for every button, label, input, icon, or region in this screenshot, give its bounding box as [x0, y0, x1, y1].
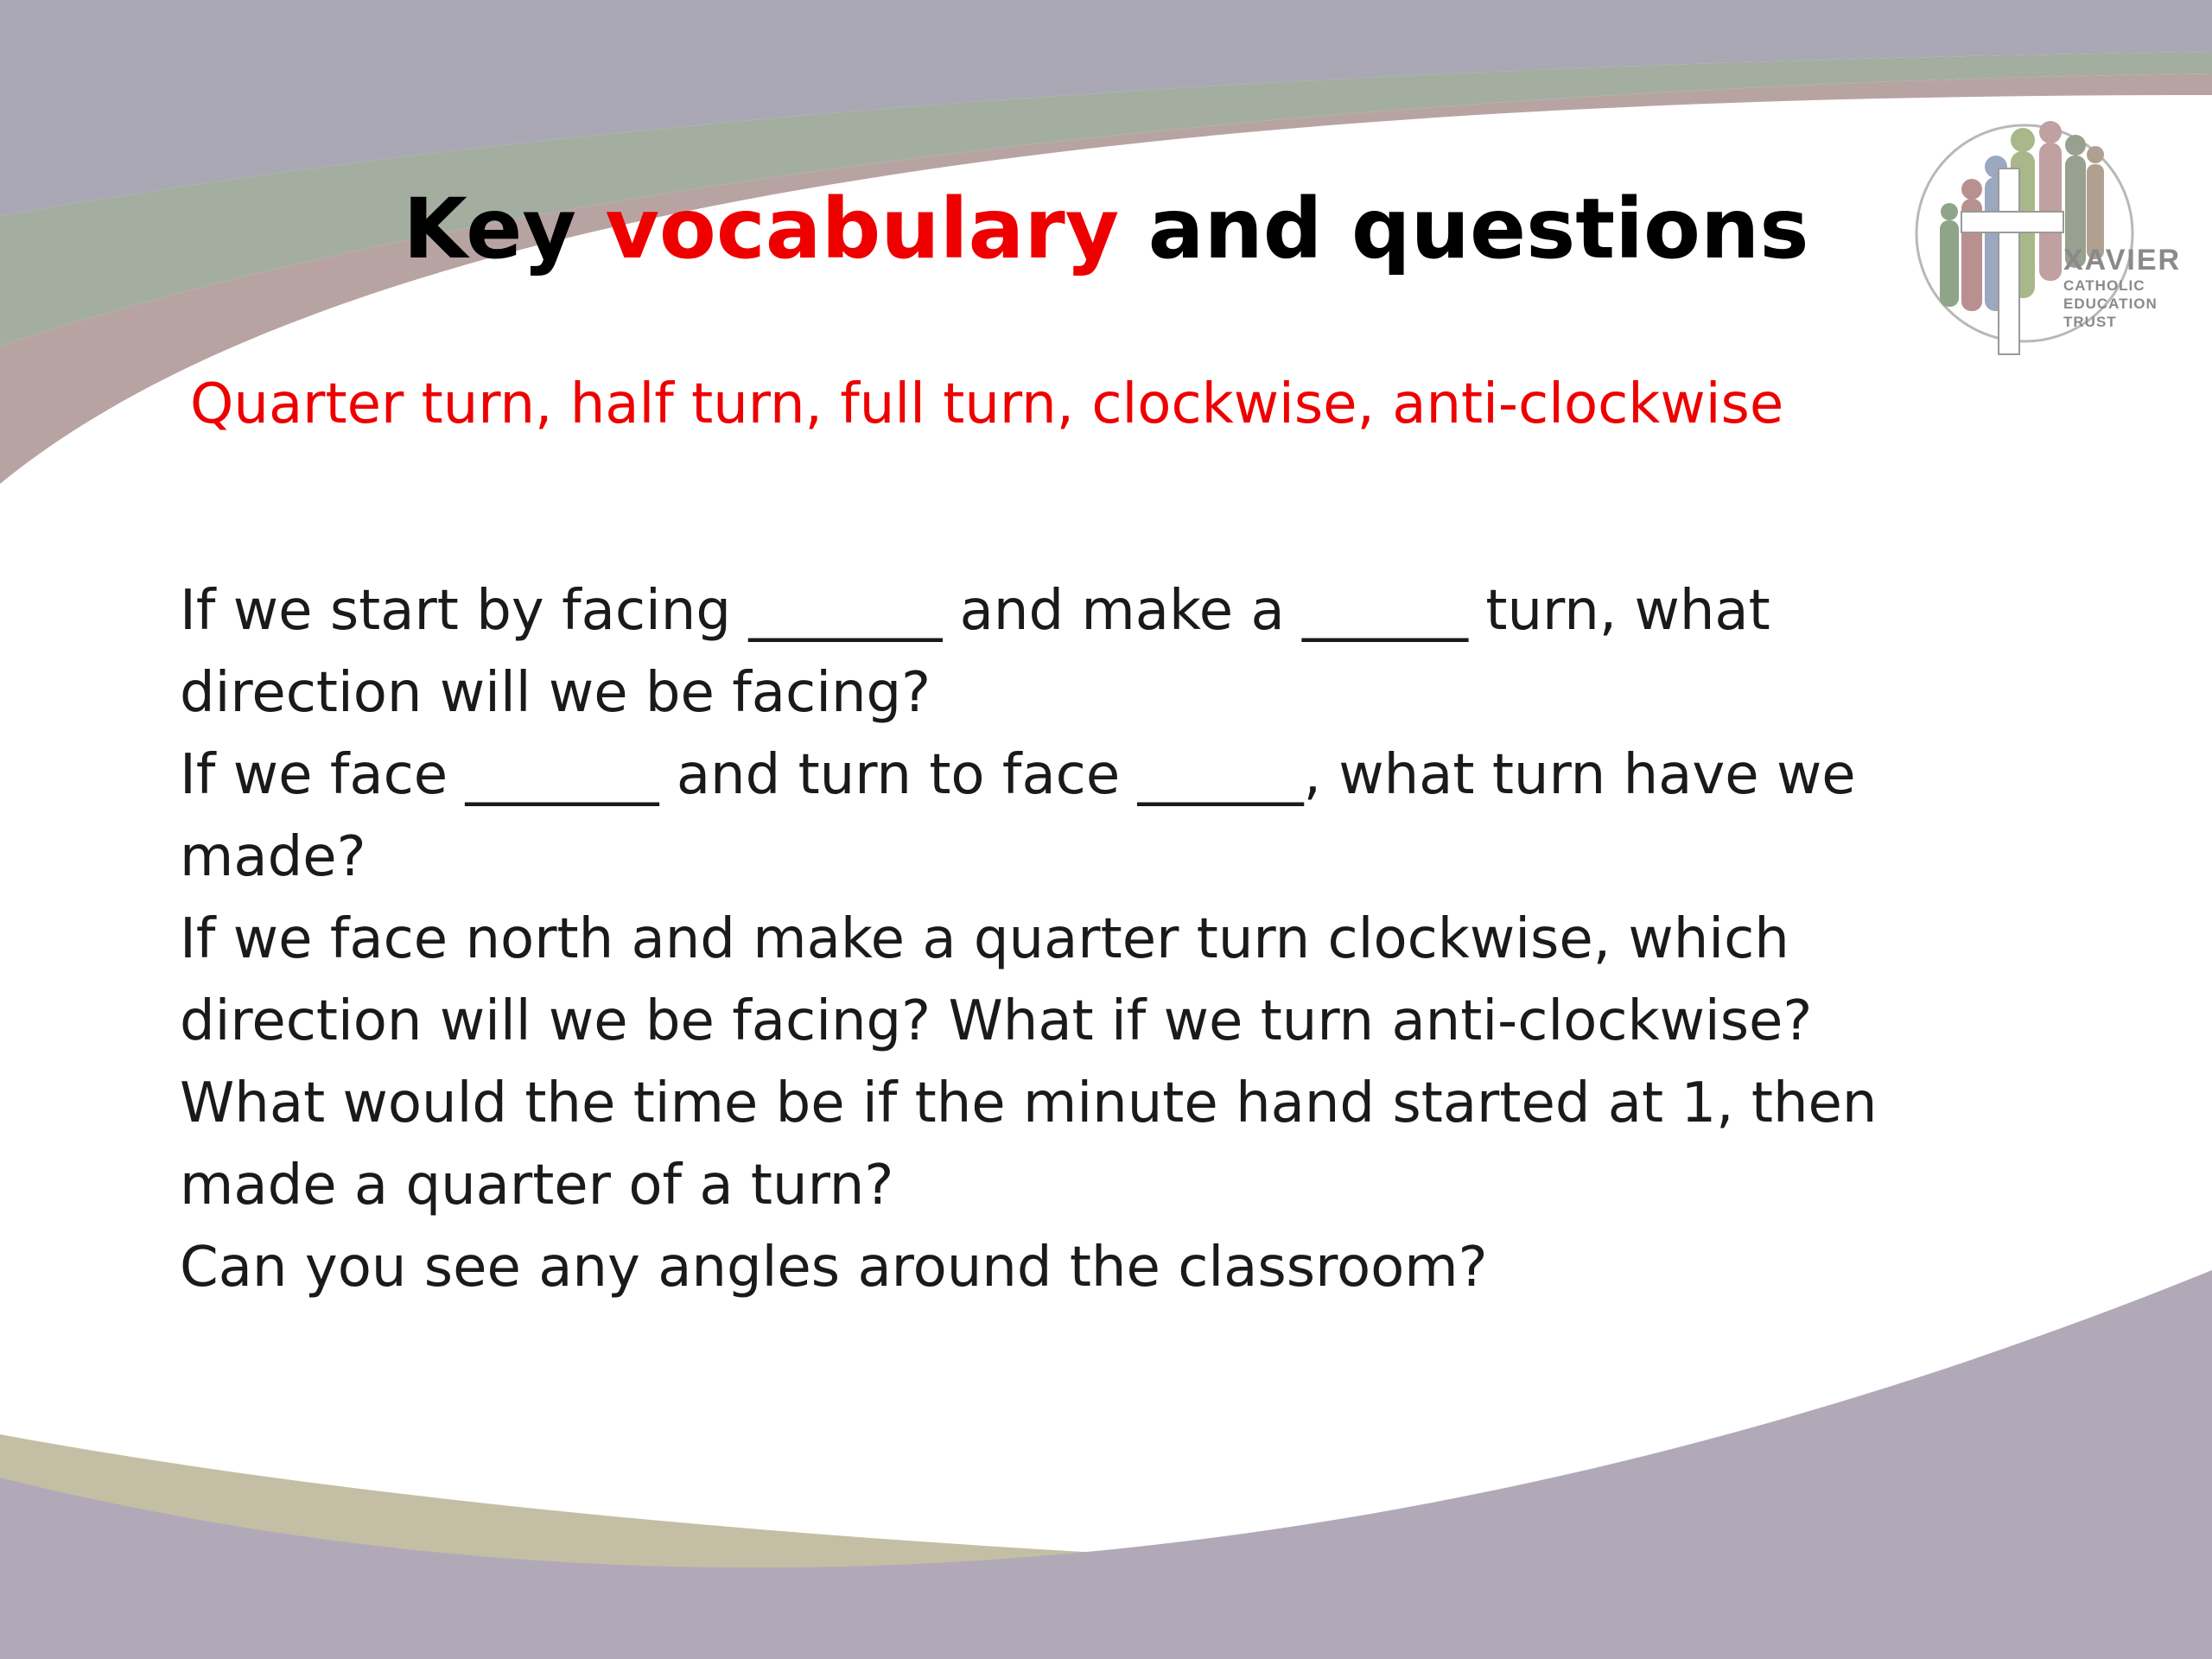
question-3: If we face north and make a quarter turn clockwise, which direction will we be facing? What if we turn anti-clockwise? [180, 907, 1813, 1053]
vocabulary-list: Quarter turn, half turn, full turn, clockwise, anti-clockwise [190, 372, 1784, 436]
title-accent: vocabulary [605, 181, 1120, 277]
question-5: Can you see any angles around the classroom? [180, 1236, 1488, 1300]
logo-line-3: TRUST [2063, 314, 2117, 330]
logo-name: XAVIER [2063, 244, 2182, 276]
logo-line-1: CATHOLIC [2063, 277, 2145, 294]
title-after: and questions [1147, 181, 1809, 277]
logo-text [2063, 244, 2181, 331]
title-before: Key [403, 181, 576, 277]
question-2: If we face _______ and turn to face ______, what turn have we made? [180, 743, 1856, 889]
question-list [180, 570, 2012, 1309]
logo-line-2: EDUCATION [2063, 296, 2158, 312]
slide-title [0, 177, 2212, 281]
question-4: What would the time be if the minute hand started at 1, then made a quarter of a turn? [180, 1071, 1878, 1217]
question-1: If we start by facing _______ and make a ______ turn, what direction will we be facing? [180, 579, 1770, 725]
